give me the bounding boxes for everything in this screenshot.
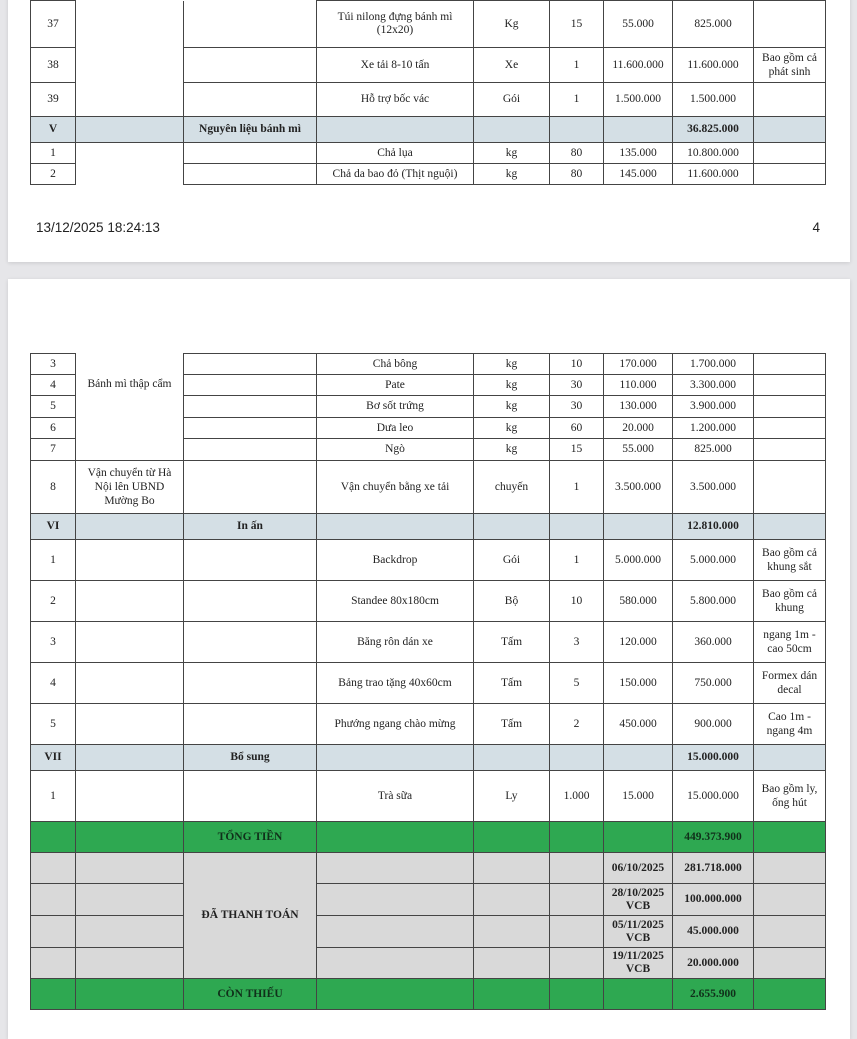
total-cell: 360.000: [673, 622, 754, 663]
total-cell: 5.800.000: [673, 581, 754, 622]
table-row: [31, 540, 826, 581]
empty-cell: [604, 745, 673, 771]
price-cell: 15.000: [604, 771, 673, 822]
item-cell: Bơ sốt trứng: [317, 396, 474, 418]
price-cell: 3.500.000: [604, 461, 673, 514]
empty-cell: [604, 979, 673, 1010]
empty-cell: [754, 884, 826, 916]
item-cell: Bảng trao tặng 40x60cm: [317, 663, 474, 704]
empty-cell: [550, 916, 604, 948]
item-cell: Phướng ngang chào mừng: [317, 704, 474, 745]
empty-cell: [474, 979, 550, 1010]
total-cell: 5.000.000: [673, 540, 754, 581]
category-cell: [184, 143, 317, 164]
empty-cell: [317, 979, 474, 1010]
table-row: [31, 771, 826, 822]
unit-cell: chuyến: [474, 461, 550, 514]
qty-cell: 10: [550, 581, 604, 622]
group-cell: [76, 622, 184, 663]
table-row: [31, 663, 826, 704]
empty-cell: [604, 117, 673, 143]
price-cell: 130.000: [604, 396, 673, 418]
stt-cell: 3: [31, 622, 76, 663]
stt-cell: 1: [31, 143, 76, 164]
empty-cell: [76, 745, 184, 771]
empty-cell: [754, 117, 826, 143]
group-cell: [76, 581, 184, 622]
item-cell: Ngò: [317, 439, 474, 461]
stt-cell: 8: [31, 461, 76, 514]
qty-cell: 15: [550, 1, 604, 48]
note-cell: [754, 83, 826, 117]
empty-cell: [317, 117, 474, 143]
empty-cell: [76, 979, 184, 1010]
empty-cell: [31, 948, 76, 979]
category-cell: [184, 164, 317, 185]
note-cell: [754, 418, 826, 439]
section-number: VII: [31, 745, 76, 771]
category-cell: [184, 48, 317, 83]
qty-cell: 80: [550, 143, 604, 164]
note-cell: Formex dán decal: [754, 663, 826, 704]
empty-cell: [317, 514, 474, 540]
payment-date: 05/11/2025 VCB: [604, 916, 673, 948]
section-title: Nguyên liệu bánh mì: [184, 117, 317, 143]
document-page-5: [8, 279, 850, 1039]
item-cell: Xe tải 8-10 tấn: [317, 48, 474, 83]
total-cell: 825.000: [673, 439, 754, 461]
grand-total-row: [31, 822, 826, 853]
qty-cell: 1: [550, 461, 604, 514]
total-cell: 900.000: [673, 704, 754, 745]
document-page-4: [8, 0, 850, 262]
payment-amount: 281.718.000: [673, 853, 754, 884]
price-cell: 55.000: [604, 1, 673, 48]
section-number: V: [31, 117, 76, 143]
section-row-vii: [31, 745, 826, 771]
stt-cell: 5: [31, 704, 76, 745]
empty-cell: [474, 745, 550, 771]
table-row: [31, 1, 826, 48]
total-cell: 11.600.000: [673, 164, 754, 185]
table-row: [31, 164, 826, 185]
note-cell: [754, 396, 826, 418]
qty-cell: 10: [550, 354, 604, 375]
empty-cell: [317, 853, 474, 884]
total-cell: 10.800.000: [673, 143, 754, 164]
category-cell: [184, 771, 317, 822]
empty-cell: [550, 979, 604, 1010]
empty-cell: [31, 884, 76, 916]
table-row: [31, 354, 826, 375]
empty-cell: [31, 916, 76, 948]
empty-cell: [474, 117, 550, 143]
qty-cell: 1: [550, 83, 604, 117]
note-cell: [754, 354, 826, 375]
price-cell: 110.000: [604, 375, 673, 396]
page-number: 4: [812, 220, 820, 235]
empty-cell: [317, 884, 474, 916]
item-cell: Dưa leo: [317, 418, 474, 439]
section-total: 12.810.000: [673, 514, 754, 540]
item-cell: Backdrop: [317, 540, 474, 581]
budget-table-page-5: [30, 353, 826, 1010]
category-cell: [184, 622, 317, 663]
item-cell: Chả bông: [317, 354, 474, 375]
note-cell: ngang 1m - cao 50cm: [754, 622, 826, 663]
payment-amount: 45.000.000: [673, 916, 754, 948]
category-cell: [184, 418, 317, 439]
group-cell: [76, 663, 184, 704]
empty-cell: [474, 853, 550, 884]
empty-cell: [474, 884, 550, 916]
total-cell: 11.600.000: [673, 48, 754, 83]
price-cell: 5.000.000: [604, 540, 673, 581]
payment-date: 06/10/2025: [604, 853, 673, 884]
empty-cell: [754, 514, 826, 540]
price-cell: 150.000: [604, 663, 673, 704]
group-cell: [76, 704, 184, 745]
empty-cell: [474, 916, 550, 948]
total-cell: 15.000.000: [673, 771, 754, 822]
total-cell: 3.300.000: [673, 375, 754, 396]
price-cell: 450.000: [604, 704, 673, 745]
unit-cell: kg: [474, 354, 550, 375]
unit-cell: Xe: [474, 48, 550, 83]
qty-cell: 1: [550, 48, 604, 83]
category-cell: [184, 83, 317, 117]
item-cell: Vận chuyển bằng xe tải: [317, 461, 474, 514]
item-cell: Trà sữa: [317, 771, 474, 822]
payment-date: 19/11/2025 VCB: [604, 948, 673, 979]
section-total: 15.000.000: [673, 745, 754, 771]
payment-row: [31, 948, 826, 979]
section-row-vi: [31, 514, 826, 540]
price-cell: 135.000: [604, 143, 673, 164]
group-cell: [76, 1, 184, 48]
item-cell: Standee 80x180cm: [317, 581, 474, 622]
qty-cell: 30: [550, 375, 604, 396]
unit-cell: Ly: [474, 771, 550, 822]
unit-cell: Gói: [474, 540, 550, 581]
category-cell: [184, 540, 317, 581]
price-cell: 170.000: [604, 354, 673, 375]
empty-cell: [317, 745, 474, 771]
remaining-label: CÒN THIẾU: [184, 979, 317, 1010]
empty-cell: [76, 853, 184, 884]
group-cell: [76, 143, 184, 164]
note-cell: [754, 375, 826, 396]
print-timestamp: 13/12/2025 18:24:13: [36, 220, 160, 235]
unit-cell: kg: [474, 418, 550, 439]
unit-cell: Gói: [474, 83, 550, 117]
qty-cell: 1: [550, 540, 604, 581]
table-row: [31, 461, 826, 514]
group-cell: [76, 540, 184, 581]
price-cell: 1.500.000: [604, 83, 673, 117]
price-cell: 145.000: [604, 164, 673, 185]
stt-cell: 7: [31, 439, 76, 461]
stt-cell: 37: [31, 1, 76, 48]
stt-cell: 38: [31, 48, 76, 83]
group-cell: [76, 771, 184, 822]
empty-cell: [550, 822, 604, 853]
stt-cell: 39: [31, 83, 76, 117]
paid-label: ĐÃ THANH TOÁN: [184, 853, 317, 979]
remaining-row: [31, 979, 826, 1010]
note-cell: [754, 439, 826, 461]
total-cell: 3.900.000: [673, 396, 754, 418]
qty-cell: 60: [550, 418, 604, 439]
stt-cell: 4: [31, 375, 76, 396]
unit-cell: kg: [474, 143, 550, 164]
item-cell: Chả lụa: [317, 143, 474, 164]
empty-cell: [76, 514, 184, 540]
empty-cell: [754, 916, 826, 948]
price-cell: 11.600.000: [604, 48, 673, 83]
stt-cell: 4: [31, 663, 76, 704]
unit-cell: kg: [474, 396, 550, 418]
category-cell: [184, 354, 317, 375]
empty-cell: [31, 853, 76, 884]
empty-cell: [76, 822, 184, 853]
unit-cell: Tấm: [474, 622, 550, 663]
note-cell: [754, 164, 826, 185]
remaining-value: 2.655.900: [673, 979, 754, 1010]
empty-cell: [550, 745, 604, 771]
category-cell: [184, 704, 317, 745]
payment-amount: 20.000.000: [673, 948, 754, 979]
price-cell: 580.000: [604, 581, 673, 622]
empty-cell: [317, 948, 474, 979]
qty-cell: 5: [550, 663, 604, 704]
empty-cell: [550, 948, 604, 979]
category-cell: [184, 1, 317, 48]
empty-cell: [754, 948, 826, 979]
item-cell: Chả da bao đỏ (Thịt nguội): [317, 164, 474, 185]
section-total: 36.825.000: [673, 117, 754, 143]
unit-cell: kg: [474, 164, 550, 185]
note-cell: [754, 1, 826, 48]
stt-cell: 2: [31, 581, 76, 622]
unit-cell: Bộ: [474, 581, 550, 622]
empty-cell: [754, 745, 826, 771]
empty-cell: [317, 822, 474, 853]
table-row: [31, 143, 826, 164]
empty-cell: [317, 916, 474, 948]
payment-date: 28/10/2025 VCB: [604, 884, 673, 916]
category-cell: [184, 581, 317, 622]
empty-cell: [754, 853, 826, 884]
total-cell: 1.500.000: [673, 83, 754, 117]
table-row: [31, 622, 826, 663]
qty-cell: 2: [550, 704, 604, 745]
stt-cell: 1: [31, 771, 76, 822]
section-row-v: [31, 117, 826, 143]
section-title: Bổ sung: [184, 745, 317, 771]
price-cell: 55.000: [604, 439, 673, 461]
group-cell: [76, 164, 184, 185]
unit-cell: kg: [474, 439, 550, 461]
unit-cell: Tấm: [474, 704, 550, 745]
item-cell: Túi nilong đựng bánh mì (12x20): [317, 1, 474, 48]
empty-cell: [754, 822, 826, 853]
note-cell: Cao 1m - ngang 4m: [754, 704, 826, 745]
item-cell: Băng rôn dán xe: [317, 622, 474, 663]
note-cell: [754, 461, 826, 514]
group-cell: [76, 48, 184, 83]
group-cell: Bánh mì thập cẩm: [76, 354, 184, 461]
payment-row: [31, 916, 826, 948]
payment-row: [31, 853, 826, 884]
group-cell: [76, 83, 184, 117]
empty-cell: [604, 514, 673, 540]
item-cell: Pate: [317, 375, 474, 396]
note-cell: Bao gồm cả khung sắt: [754, 540, 826, 581]
table-row: [31, 704, 826, 745]
stt-cell: 2: [31, 164, 76, 185]
qty-cell: 1.000: [550, 771, 604, 822]
stt-cell: 1: [31, 540, 76, 581]
empty-cell: [550, 853, 604, 884]
payment-row: [31, 884, 826, 916]
section-title: In ấn: [184, 514, 317, 540]
group-cell: Vận chuyển từ Hà Nội lên UBND Mường Bo: [76, 461, 184, 514]
empty-cell: [31, 822, 76, 853]
stt-cell: 6: [31, 418, 76, 439]
section-number: VI: [31, 514, 76, 540]
note-cell: Bao gồm cả phát sinh: [754, 48, 826, 83]
empty-cell: [76, 884, 184, 916]
category-cell: [184, 396, 317, 418]
qty-cell: 30: [550, 396, 604, 418]
group-cell: [76, 117, 184, 143]
unit-cell: kg: [474, 375, 550, 396]
total-cell: 750.000: [673, 663, 754, 704]
qty-cell: 3: [550, 622, 604, 663]
grand-total-label: TỔNG TIỀN: [184, 822, 317, 853]
empty-cell: [474, 514, 550, 540]
price-cell: 120.000: [604, 622, 673, 663]
category-cell: [184, 375, 317, 396]
payment-amount: 100.000.000: [673, 884, 754, 916]
unit-cell: Kg: [474, 1, 550, 48]
budget-table-page-4: [30, 0, 826, 185]
total-cell: 1.700.000: [673, 354, 754, 375]
note-cell: Bao gồm ly, ống hút: [754, 771, 826, 822]
empty-cell: [474, 822, 550, 853]
empty-cell: [76, 916, 184, 948]
note-cell: [754, 143, 826, 164]
total-cell: 1.200.000: [673, 418, 754, 439]
empty-cell: [31, 979, 76, 1010]
stt-cell: 3: [31, 354, 76, 375]
stt-cell: 5: [31, 396, 76, 418]
grand-total-value: 449.373.900: [673, 822, 754, 853]
price-cell: 20.000: [604, 418, 673, 439]
empty-cell: [550, 884, 604, 916]
empty-cell: [474, 948, 550, 979]
table-row: [31, 48, 826, 83]
empty-cell: [550, 514, 604, 540]
empty-cell: [76, 948, 184, 979]
unit-cell: Tấm: [474, 663, 550, 704]
empty-cell: [604, 822, 673, 853]
empty-cell: [550, 117, 604, 143]
note-cell: Bao gồm cả khung: [754, 581, 826, 622]
total-cell: 3.500.000: [673, 461, 754, 514]
total-cell: 825.000: [673, 1, 754, 48]
table-row: [31, 581, 826, 622]
category-cell: [184, 439, 317, 461]
qty-cell: 15: [550, 439, 604, 461]
item-cell: Hỗ trợ bốc vác: [317, 83, 474, 117]
empty-cell: [754, 979, 826, 1010]
table-row: [31, 83, 826, 117]
category-cell: [184, 663, 317, 704]
category-cell: [184, 461, 317, 514]
qty-cell: 80: [550, 164, 604, 185]
